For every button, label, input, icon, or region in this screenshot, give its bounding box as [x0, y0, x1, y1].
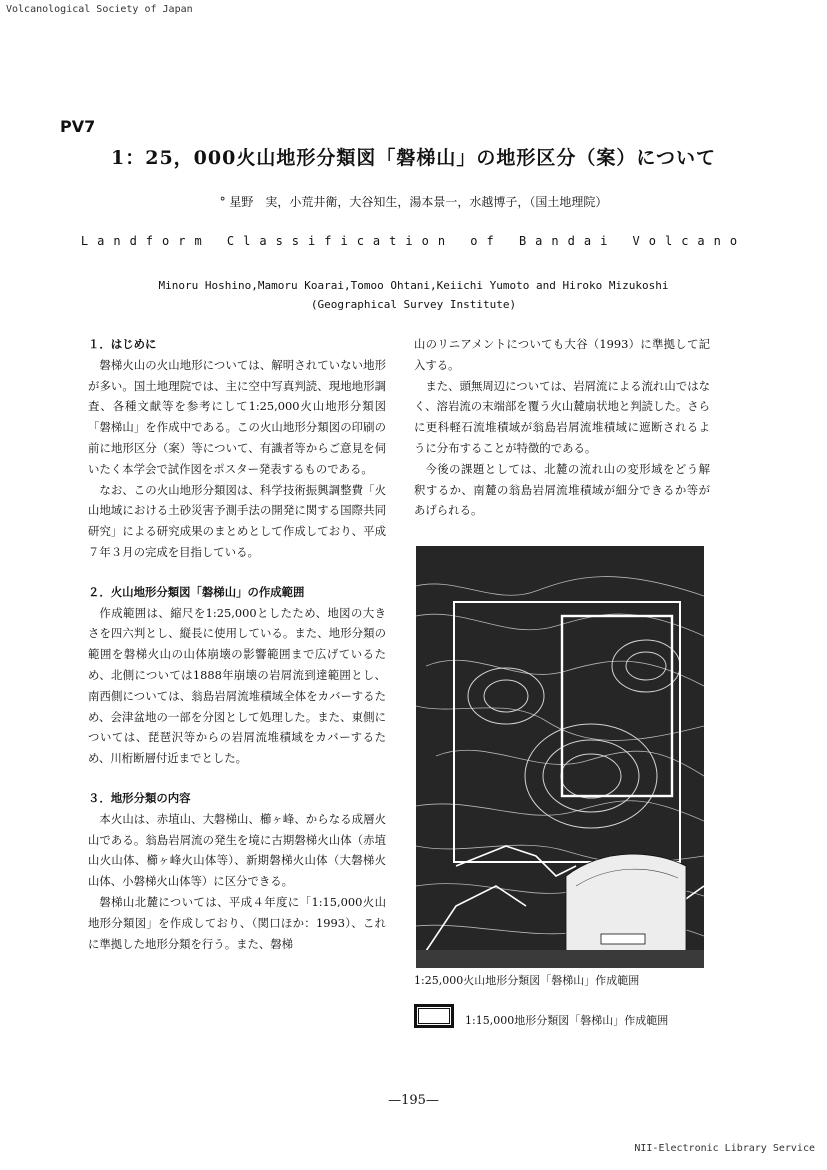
section2-heading: ２．火山地形分類図「磐梯山」の作成範囲: [88, 584, 305, 599]
map-drawing: [416, 546, 704, 968]
library-footer: NII-Electronic Library Service: [634, 1143, 815, 1154]
topographic-map-image: [416, 546, 704, 968]
authors-en: Minoru Hoshino,Mamoru Koarai,Tomoo Ohtani,Keiichi Yumoto and Hiroko Mizukoshi: [158, 279, 669, 292]
page-number: —195—: [388, 1093, 439, 1108]
map-caption: 1:25,000火山地形分類図「磐梯山」作成範囲: [414, 974, 640, 987]
section3-paragraph: 磐梯山北麓については、平成４年度に「1:15,000火山地形分類図」を作成しており、（関口ほか：1993）、これに準拠した地形分類を行う。また、磐梯: [88, 894, 386, 951]
section1-paragraph: なお、この火山地形分類図は、科学技術振興調整費「火山地域における土砂災害予測手法の開発に関する国際共同研究」による研究成果のまとめとして作成しており、平成７年３月の完成を目指している。: [88, 482, 386, 559]
section2-paragraph: 作成範囲は、縮尺を1:25,000としたため、地図の大きさを四六判とし、縦長に使用している。また、地形分類の範囲を磐梯火山の山体崩壊の影響範囲まで広げているため、北側については1888年崩壊の岩屑流到達範囲とし、南西側については、翁島岩屑流堆積域全体をカバーするため、会津盆地の一部を分図として処理した。また、東側については、琵琶沢等からの岩屑流堆積域をカバーするため、川桁断層付近までとした。: [88, 605, 386, 766]
section3-heading: ３．地形分類の内容: [88, 790, 191, 805]
section3-paragraph: 本火山は、赤埴山、大磐梯山、櫛ヶ峰、からなる成層火山である。翁島岩屑流の発生を境に古期磐梯火山体（赤埴山火山体、櫛ヶ峰火山体等）、新期磐梯火山体（大磐梯火山体、小磐梯火山体等）に区分できる。: [88, 811, 386, 889]
right-column: [414, 334, 710, 521]
paper-title-ja: 1：25，000火山地形分類図「磐梯山」の地形区分（案）について: [111, 147, 716, 169]
authors-en-block: [0, 276, 827, 314]
society-header: Volcanological Society of Japan: [6, 4, 193, 15]
section1-paragraph: 磐梯火山の火山地形については、解明されていない地形が多い。国土地理院では、主に空中写真判読、現地地形調査、各種文献等を参考にして1:25,000火山地形分類図「磐梯山」を作成中である。この火山地形分類図の印刷の前に地形区分（案）等について、有識者等からご意見を伺いたく本学会で試作図をポスター発表するものである。: [88, 357, 386, 476]
legend-inner-box-icon: [418, 1008, 450, 1024]
paper-code: PV7: [60, 117, 96, 136]
paper-title-en: Landform Classification of Bandai Volcano: [80, 234, 747, 248]
right-paragraph: 山のリニアメントについても大谷（1993）に準拠して記入する。: [414, 337, 710, 372]
legend-label: 1:15,000地形分類図「磐梯山」作成範囲: [465, 1014, 669, 1027]
affiliation-en: (Geographical Survey Institute): [310, 298, 517, 311]
right-paragraph: 今後の課題としては、北麓の流れ山の変形域をどう解釈するか、南麓の翁島岩屑流堆積域が細分できるか等があげられる。: [414, 461, 710, 518]
right-paragraph: また、頭無周辺については、岩屑流による流れ山ではなく、溶岩流の末端部を覆う火山麓扇状地と判読した。さらに更科軽石流堆積域が翁島岩屑流堆積域に遮断されるように分布することが特徴的である。: [414, 378, 710, 455]
authors-ja: ° 星野 実，小荒井衛，大谷知生，湯本景一，水越博子，（国土地理院）: [219, 195, 608, 209]
section1-heading: １．はじめに: [88, 337, 157, 351]
left-column: [88, 334, 386, 954]
